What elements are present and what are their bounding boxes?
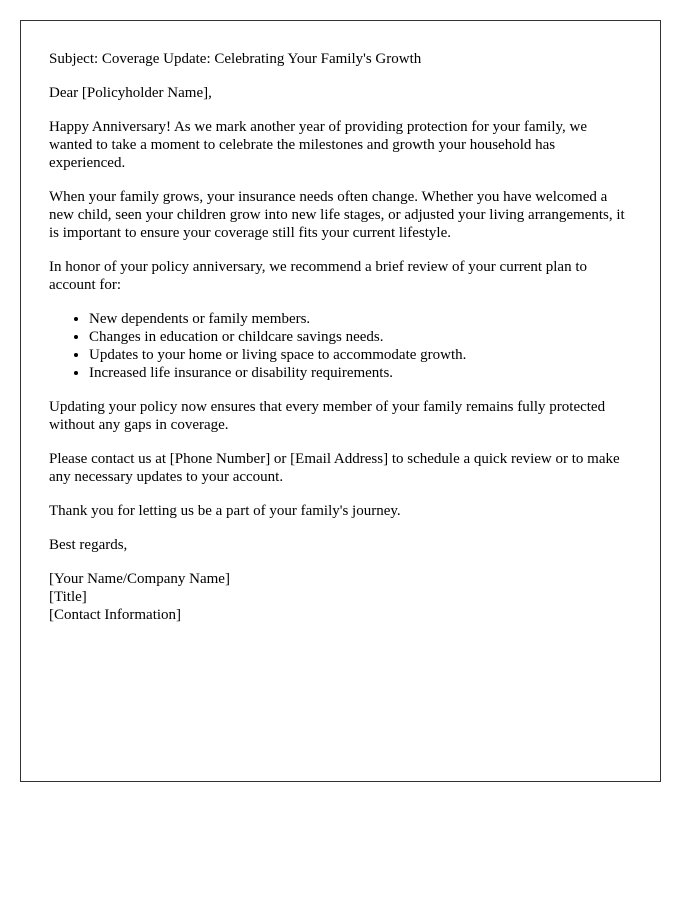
paragraph-contact: Please contact us at [Phone Number] or [Email Address] to schedule a quick review or to make any necessary updates to your account. bbox=[49, 451, 620, 485]
review-list bbox=[49, 310, 632, 382]
list-item: • Increased life insurance or disability requirements. bbox=[89, 364, 632, 382]
paragraph-thanks: Thank you for letting us be a part of your family's journey. bbox=[49, 503, 401, 519]
greeting: Dear [Policyholder Name], bbox=[49, 85, 212, 101]
list-item: • Changes in education or childcare savings needs. bbox=[89, 328, 632, 346]
paragraph-update: Updating your policy now ensures that every member of your family remains fully protected without any gaps in coverage. bbox=[49, 399, 606, 433]
subject-line: Subject: Coverage Update: Celebrating Your Family's Growth bbox=[49, 51, 422, 67]
paragraph-review: In honor of your policy anniversary, we recommend a brief review of your current plan to account for: bbox=[49, 259, 588, 293]
sign-off: Best regards, bbox=[49, 537, 128, 553]
signature-name: [Your Name/Company Name] bbox=[49, 571, 230, 587]
signature-title: [Title] bbox=[49, 589, 87, 605]
paragraph-intro: Happy Anniversary! As we mark another year of providing protection for your family, we wanted to take a moment to celebrate the milestones and growth your household has experienced. bbox=[49, 119, 588, 171]
signature-block bbox=[49, 570, 632, 624]
signature-contact: [Contact Information] bbox=[49, 607, 182, 623]
letter bbox=[20, 20, 661, 782]
list-item: • Updates to your home or living space to accommodate growth. bbox=[89, 346, 632, 364]
paragraph-needs: When your family grows, your insurance needs often change. Whether you have welcomed a new child, seen your children grow into new life stages, or adjusted your living arrangements, it is important to ensure your coverage still fits your current lifestyle. bbox=[49, 189, 625, 241]
list-item: • New dependents or family members. bbox=[89, 310, 632, 328]
